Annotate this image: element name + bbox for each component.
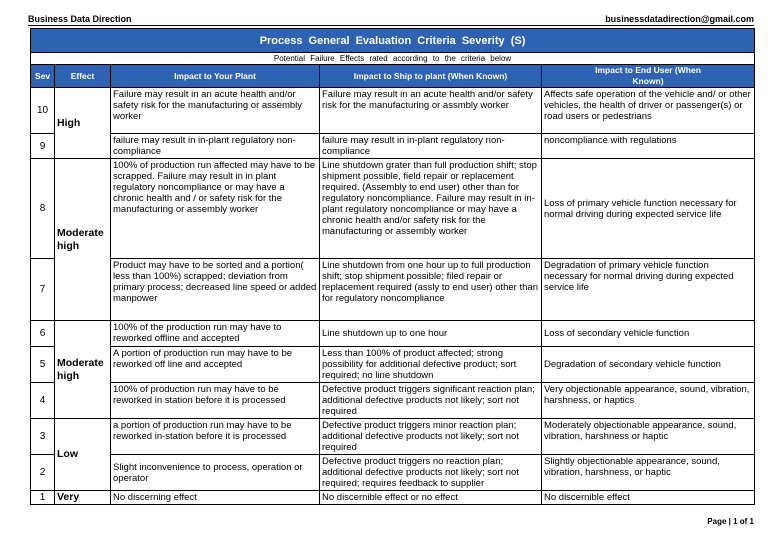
ship-impact: Line shutdown up to one hour [320, 321, 542, 347]
company-name: Business Data Direction [28, 14, 132, 24]
sev-value: 6 [31, 321, 55, 347]
end-user-impact: No discernible effect [542, 491, 755, 505]
end-user-impact: Very objectionable appearance, sound, vibration, harshness, or haptics [542, 383, 755, 419]
sev-value: 9 [31, 134, 55, 159]
ship-impact: No discernible effect or no effect [320, 491, 542, 505]
ship-impact: failure may result in in-plant regulatory non-compliance [320, 134, 542, 159]
col-header-effect: Effect [55, 65, 111, 88]
col-header-ship: Impact to Ship to plant (When Known) [320, 65, 542, 88]
sev-value: 5 [31, 347, 55, 383]
plant-impact: 100% of production run affected may have to be scrapped. Failure may result in in plant regulatory noncompliance or may have a chronic health and / or safety risk for the manufacturing or assembly worker [111, 159, 320, 259]
end-user-impact: noncompliance with regulations [542, 134, 755, 159]
end-user-impact: Slightly objectionable appearance, sound, vibration, harshness, or haptic [542, 455, 755, 491]
table-row [31, 321, 755, 347]
end-user-impact: Loss of primary vehicle function necessary for normal driving during expected service life [542, 159, 755, 259]
plant-impact: Failure may result in an acute health and/or safety risk for the manufacturing or assembly worker [111, 88, 320, 134]
table-row [31, 347, 755, 383]
table-row [31, 455, 755, 491]
severity-criteria-table [30, 28, 755, 505]
ship-impact: Line shutdown grater than full production shift; stop shipment possible, field repair or replacement required. (Assembly to end user) other than for regulatory noncompliance. Failure may result in in-plant regulatory noncompliance or may have a chronic health and/or safety risk for the manufacturing or assembly worker [320, 159, 542, 259]
end-user-impact: Degradation of secondary vehicle function [542, 347, 755, 383]
effect-low: Low [55, 419, 111, 491]
plant-impact: Slight inconvenience to process, operation or operator [111, 455, 320, 491]
col-header-sev: Sev [31, 65, 55, 88]
page-number: Page | 1 of 1 [707, 517, 754, 526]
end-user-impact: Moderately objectionable appearance, sound, vibration, harshness or haptic [542, 419, 755, 455]
table-row [31, 88, 755, 134]
plant-impact: A portion of production run may have to be reworked off line and accepted [111, 347, 320, 383]
plant-impact: 100% of the production run may have to reworked offline and accepted [111, 321, 320, 347]
contact-email: businessdatadirection@gmail.com [605, 14, 754, 24]
table-row [31, 259, 755, 321]
effect-very: Very [55, 491, 111, 505]
end-user-impact: Degradation of primary vehicle function necessary for normal driving during expected service life [542, 259, 755, 321]
ship-impact: Defective product triggers minor reaction plan; additional defective products not likely; sort not required [320, 419, 542, 455]
ship-impact: Line shutdown from one hour up to full production shift; stop shipment possible; filed repair or replacement required (assly to end user) other than for regulatory noncompliance [320, 259, 542, 321]
sev-value: 1 [31, 491, 55, 505]
ship-impact: Defective product triggers no reaction plan; additional defective products not likely; sort not required; requires feedback to supplier [320, 455, 542, 491]
col-header-end-user [542, 65, 755, 88]
plant-impact: failure may result in in-plant regulatory non-compliance [111, 134, 320, 159]
table-row [31, 159, 755, 259]
table-subtitle: Potential Failure Effects rated according to the criteria below [31, 53, 755, 65]
table-title: Process General Evaluation Criteria Severity (S) [31, 29, 755, 53]
end-user-impact: Affects safe operation of the vehicle and/ or other vehicles, the health of driver or passenger(s) or road users or pedestrians [542, 88, 755, 134]
sev-value: 8 [31, 159, 55, 259]
end-user-impact: Loss of secondary vehicle function [542, 321, 755, 347]
table-row [31, 383, 755, 419]
col-header-plant: Impact to Your Plant [111, 65, 320, 88]
sev-value: 10 [31, 88, 55, 134]
header-divider [28, 25, 754, 26]
plant-impact: No discerning effect [111, 491, 320, 505]
col-header-end-user-text: Impact to End User (When Known) [595, 65, 701, 86]
sev-value: 2 [31, 455, 55, 491]
plant-impact: Product may have to be sorted and a portion( less than 100%) scrapped; deviation from primary process; decreased line speed or added manpower [111, 259, 320, 321]
sev-value: 7 [31, 259, 55, 321]
sev-value: 3 [31, 419, 55, 455]
plant-impact: a portion of production run may have to be reworked in-station before it is processed [111, 419, 320, 455]
sev-value: 4 [31, 383, 55, 419]
table-row [31, 134, 755, 159]
plant-impact: 100% of production run may have to be reworked in station before it is processed [111, 383, 320, 419]
effect-moderate-high: Moderate high [55, 159, 111, 321]
ship-impact: Failure may result in an acute health and/or safety risk for the manufacturing or assmbly worker [320, 88, 542, 134]
effect-moderate-high-2: Moderate high [55, 321, 111, 419]
ship-impact: Defective product triggers significant reaction plan; additional defective products not likely; sort not required [320, 383, 542, 419]
effect-high: High [55, 88, 111, 159]
table-row [31, 491, 755, 505]
ship-impact: Less than 100% of product affected; strong possibility for additional defective product; sort required; no line shutdown [320, 347, 542, 383]
table-row [31, 419, 755, 455]
